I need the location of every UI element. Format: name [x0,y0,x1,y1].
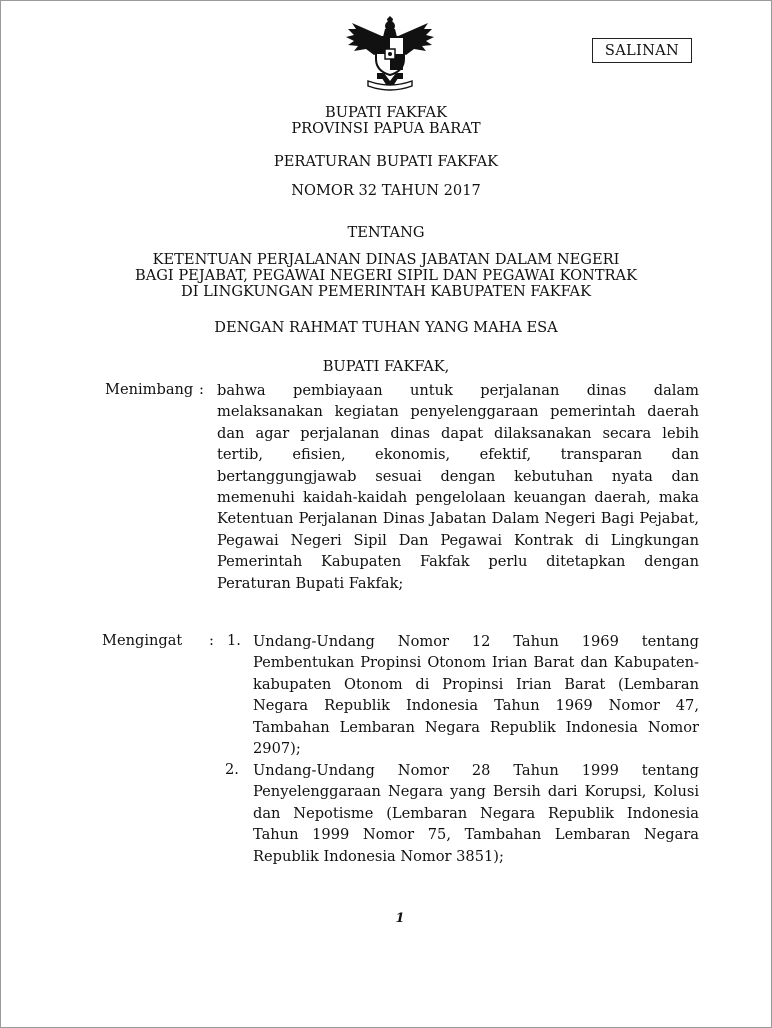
mengingat-colon: : [209,632,214,649]
blessing-line: DENGAN RAHMAT TUHAN YANG MAHA ESA [214,319,558,336]
paragraph-line: Undang-Undang Nomor 28 Tahun 1999 tentang [253,762,699,779]
list-item-number: 2. [225,761,239,778]
menimbang-paragraph [217,380,699,594]
list-item-number: 1. [227,632,241,649]
mengingat-label: Mengingat [102,632,183,649]
paragraph-line: tertib, efisien, ekonomis, efektif, transparan dan [217,446,699,464]
paragraph-line: Pemerintah Kabupaten Fakfak perlu ditetapkan dengan [217,553,699,571]
issuer-title-line1: BUPATI FAKFAK [325,104,447,121]
page-number: 1 [395,911,405,926]
mengingat-item-1 [253,631,699,759]
menimbang-colon: : [199,381,204,398]
mengingat-item-2 [253,760,699,867]
paragraph-line: Pegawai Negeri Sipil Dan Pegawai Kontrak di Lingkungan [217,531,699,549]
about-heading: TENTANG [347,224,425,241]
paragraph-line: 2907); [253,739,301,757]
paragraph-line: bertanggungjawab sesuai dengan kebutuhan nyata dan [217,467,699,485]
paragraph-line: bahwa pembiayaan untuk perjalanan dinas dalam [217,382,699,399]
subject-line: BAGI PEJABAT, PEGAWAI NEGERI SIPIL DAN PEGAWAI KONTRAK [135,267,637,284]
paragraph-line: melaksanakan kegiatan penyelenggaraan pemerintah daerah [217,403,699,421]
paragraph-line: Republik Indonesia Nomor 3851); [253,847,504,865]
paragraph-line: Penyelenggaraan Negara yang Bersih dari Korupsi, Kolusi [253,783,699,801]
subject-line: DI LINGKUNGAN PEMERINTAH KABUPATEN FAKFAK [181,283,591,300]
paragraph-line: Ketentuan Perjalanan Dinas Jabatan Dalam Negeri Bagi Pejabat, [217,510,699,528]
paragraph-line: Undang-Undang Nomor 12 Tahun 1969 tentang [253,633,699,650]
garuda-emblem-icon [344,15,436,97]
menimbang-label: Menimbang [105,381,194,398]
paragraph-line: dan agar perjalanan dinas dapat dilaksanakan secara lebih [217,424,699,442]
subject-line: KETENTUAN PERJALANAN DINAS JABATAN DALAM NEGERI [152,251,620,268]
paragraph-line: Tahun 1999 Nomor 75, Tambahan Lembaran Negara [253,826,699,844]
paragraph-line: dan Nepotisme (Lembaran Negara Republik Indonesia [253,804,699,822]
paragraph-line: kabupaten Otonom di Propinsi Irian Barat (Lembaran [253,675,699,693]
issuer-title-line2: PROVINSI PAPUA BARAT [291,120,481,137]
paragraph-line: Negara Republik Indonesia Tahun 1969 Nomor 47, [253,697,699,715]
paragraph-line: Peraturan Bupati Fakfak; [217,574,404,592]
regulation-number: NOMOR 32 TAHUN 2017 [291,182,481,199]
paragraph-line: Pembentukan Propinsi Otonom Irian Barat dan Kabupaten- [253,654,699,672]
salinan-stamp: SALINAN [592,38,692,63]
paragraph-line: Tambahan Lembaran Negara Republik Indonesia Nomor [253,718,699,736]
regulation-title: PERATURAN BUPATI FAKFAK [273,153,499,170]
issuer-line: BUPATI FAKFAK, [322,358,450,375]
paragraph-line: memenuhi kaidah-kaidah pengelolaan keuangan daerah, maka [217,488,699,506]
